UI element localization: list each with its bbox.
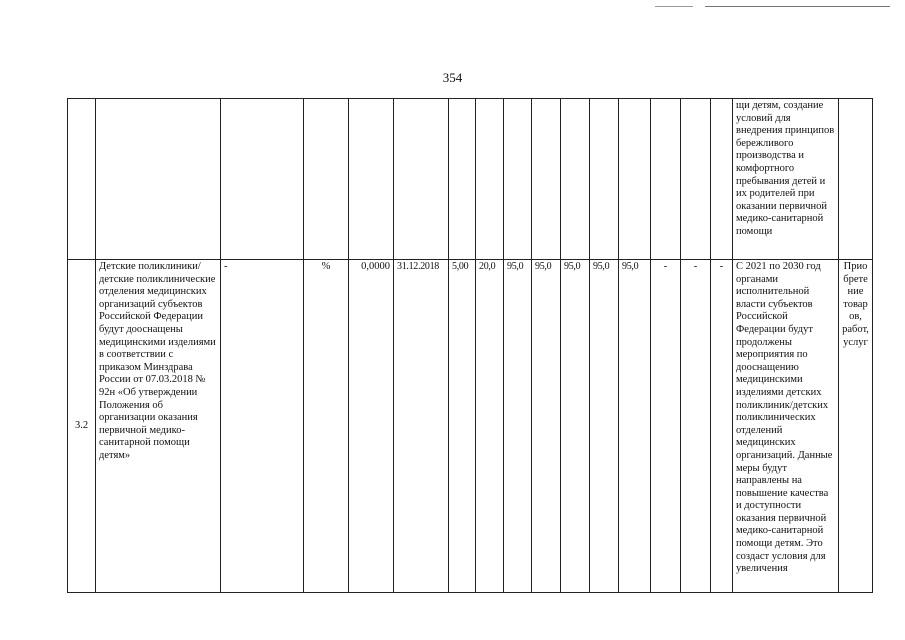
cell-year-2023: 95,0: [561, 260, 590, 593]
cell-year: [561, 99, 590, 260]
cell-c12: -: [651, 260, 681, 593]
table-row: [68, 99, 873, 260]
cell-year-2021: 95,0: [504, 260, 532, 593]
cell-c13: [681, 99, 711, 260]
cell-name: [96, 99, 221, 260]
cell-last: [839, 99, 873, 260]
cell-year-2025: 95,0: [619, 260, 651, 593]
cell-name: Детские поликлиники/детские поликлинические отделения медицинских организаций субъектов Российской Федерации будут дооснащены медицинскими изделиями в соответствии с приказом Минздрава России от 07.03.2018 № 92н «Об утверждении Положения об организации оказания первичной медико-санитарной помощи детям»: [96, 260, 221, 593]
cell-year: [449, 99, 476, 260]
cell-c14: -: [711, 260, 733, 593]
cell-year: [590, 99, 619, 260]
cell-col3: [221, 99, 304, 260]
table-row: [68, 260, 873, 593]
cell-c12: [651, 99, 681, 260]
cell-unit: %: [304, 260, 349, 593]
cell-year-2022: 95,0: [532, 260, 561, 593]
cell-unit: [304, 99, 349, 260]
cell-year-2019: 5,00: [449, 260, 476, 593]
plan-table: [67, 98, 873, 593]
cell-base-value: [349, 99, 394, 260]
cell-year-2024: 95,0: [590, 260, 619, 593]
page-number: 354: [442, 70, 463, 85]
header-rule: [705, 6, 890, 7]
cell-year: [476, 99, 504, 260]
cell-base-date: [394, 99, 449, 260]
cell-c13: -: [681, 260, 711, 593]
header-rule-short: [655, 6, 693, 7]
cell-year: [504, 99, 532, 260]
cell-col3: -: [221, 260, 304, 593]
cell-base-value: 0,0000: [349, 260, 394, 593]
cell-year-2020: 20,0: [476, 260, 504, 593]
cell-year: [619, 99, 651, 260]
cell-c14: [711, 99, 733, 260]
cell-index: 3.2: [68, 260, 96, 593]
cell-description: щи детям, создание условий для внедрения принципов бережливого производства и комфортного пребывания детей и их родителей при оказании первичной медико-санитарной помощи: [733, 99, 839, 260]
cell-year: [532, 99, 561, 260]
cell-base-date: 31.12.2018: [394, 260, 449, 593]
cell-description: С 2021 по 2030 год органами исполнительной власти субъектов Российской Федерации будут продолжены мероприятия по дооснащению медицинскими изделиями детских поликлиник/детских поликлинических отделений медицинских организаций. Данные меры будут направлены на повышение качества и доступности оказания первичной медико-санитарной помощи детям. Это создаст условия для увеличения: [733, 260, 839, 593]
cell-last: Приобретение товаров, работ, услуг: [839, 260, 873, 593]
cell-index: [68, 99, 96, 260]
